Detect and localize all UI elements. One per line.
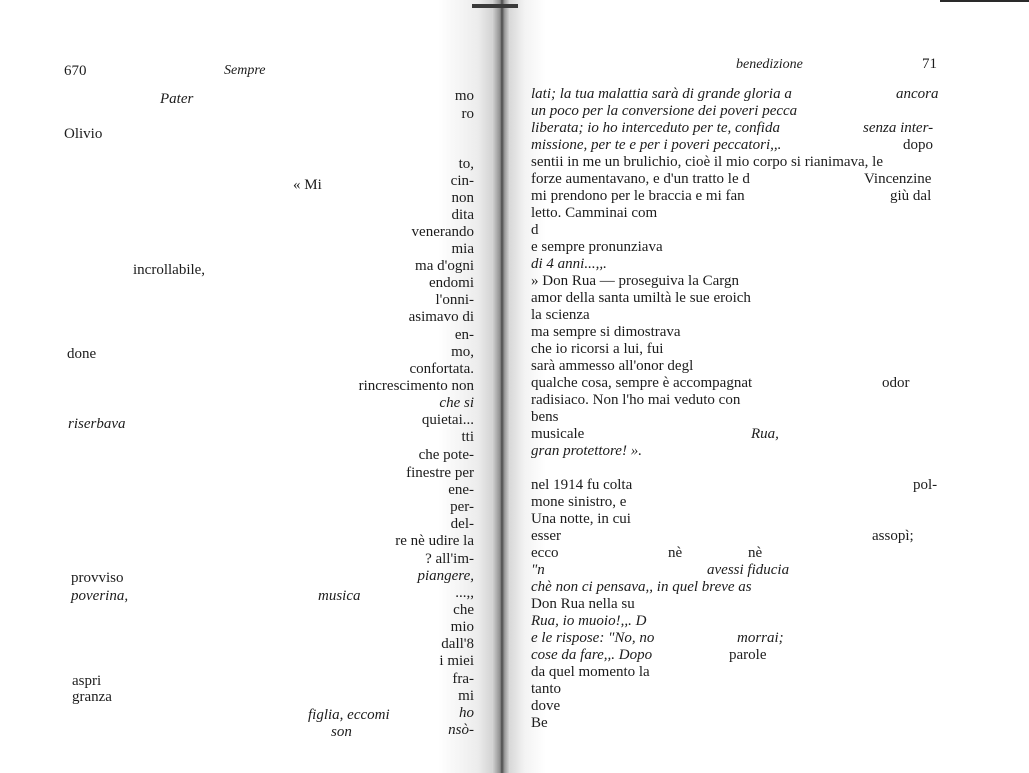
text-line: Rua, io muoio!,,. D (531, 613, 647, 629)
text-line: mone sinistro, e (531, 494, 627, 510)
left-fragment: son (331, 724, 352, 740)
left-fragment: provviso (71, 570, 124, 586)
column-fragment: mi (458, 688, 474, 704)
column-fragment: mio (450, 619, 474, 635)
text-line: sentii in me un brulichio, cioè il mio corpo si rianimava, le (531, 154, 884, 170)
column-fragment: ro (461, 106, 474, 122)
book-gutter-shadow (492, 0, 510, 773)
column-fragment: venerando (411, 224, 474, 240)
left-fragment: Pater (160, 91, 194, 107)
text-line: Una notte, in cui (531, 511, 631, 527)
text-line: "n (531, 562, 545, 578)
left-page (0, 0, 498, 773)
column-fragment: che pote- (418, 447, 474, 463)
text-line: bens (531, 409, 559, 425)
left-fragment: poverina, (71, 588, 129, 604)
left-running-head: Sempre (224, 63, 266, 78)
right-page (498, 0, 1029, 773)
right-page-number: 71 (922, 56, 937, 72)
margin-fragment: morrai; (737, 630, 784, 646)
text-line: letto. Camminai com (531, 205, 658, 221)
left-fragment: incrollabile, (133, 262, 206, 278)
left-fragment: Olivio (64, 126, 103, 142)
column-fragment: ? all'im- (425, 551, 474, 567)
margin-fragment: senza inter- (863, 120, 934, 136)
left-page-number: 670 (64, 63, 87, 79)
column-fragment: ...,, (455, 585, 474, 601)
text-line: di 4 anni...,,. (531, 256, 607, 272)
text-line: forze aumentavano, e d'un tratto le d (531, 171, 750, 187)
margin-fragment: Rua, (751, 426, 779, 442)
column-fragment: del- (450, 516, 474, 532)
column-fragment: mo, (451, 344, 474, 360)
margin-fragment: parole (729, 647, 767, 663)
column-fragment: l'onni- (435, 292, 474, 308)
column-fragment: mia (451, 241, 474, 257)
text-line: cose da fare,,. Dopo (531, 647, 653, 663)
column-fragment: finestre per (406, 465, 474, 481)
text-line: da quel momento la (531, 664, 650, 680)
column-fragment: dita (451, 207, 474, 223)
column-fragment: cin- (450, 173, 474, 189)
text-line: tanto (531, 681, 561, 697)
text-line: d (531, 222, 539, 238)
text-line: mi prendono per le braccia e mi fan (531, 188, 745, 204)
text-line: sarà ammesso all'onor degl (531, 358, 694, 374)
column-fragment: quietai... (421, 412, 474, 428)
left-fragment: figlia, eccomi (308, 707, 390, 723)
margin-fragment: avessi fiducia (707, 562, 790, 578)
text-line: esser (531, 528, 561, 544)
text-line: missione, per te e per i poveri peccatori,,. (531, 137, 782, 153)
column-fragment: to, (458, 156, 474, 172)
text-line: musicale (531, 426, 585, 442)
column-fragment: ma d'ogni (415, 258, 474, 274)
book-spine-top (472, 4, 518, 8)
text-line: qualche cosa, sempre è accompagnat (531, 375, 753, 391)
text-line: dove (531, 698, 561, 714)
margin-fragment: dopo (903, 137, 933, 153)
column-fragment: confortata. (409, 361, 474, 377)
column-fragment: tti (461, 429, 474, 445)
margin-fragment: pol- (913, 477, 938, 493)
text-line: » Don Rua — proseguiva la Cargn (531, 273, 740, 289)
column-fragment: asimavo di (408, 309, 474, 325)
text-line: che io ricorsi a lui, fui (531, 341, 664, 357)
column-fragment: piangere, (417, 568, 474, 584)
column-fragment: non (451, 190, 474, 206)
margin-fragment: ancora (896, 86, 939, 102)
left-fragment: granza (72, 689, 112, 705)
column-fragment: che si (439, 395, 474, 411)
text-line: gran protettore! ». (531, 443, 642, 459)
text-line: radisiaco. Non l'ho mai veduto con (531, 392, 741, 408)
right-running-head: benedizione (736, 57, 803, 72)
column-fragment: mo (454, 88, 474, 104)
margin-fragment: nè (748, 545, 763, 561)
text-line: Be (531, 715, 548, 731)
column-fragment: endomi (429, 275, 474, 291)
text-line: e le rispose: "No, no (531, 630, 655, 646)
margin-fragment: odor (882, 375, 910, 391)
text-line: nel 1914 fu colta (531, 477, 633, 493)
text-line: ma sempre si dimostrava (531, 324, 681, 340)
text-line: liberata; io ho interceduto per te, confida (531, 120, 780, 136)
column-fragment: re nè udire la (395, 533, 474, 549)
left-fragment: musica (318, 588, 361, 604)
margin-fragment: Vincenzine (864, 171, 932, 187)
text-line: e sempre pronunziava (531, 239, 663, 255)
left-fragment: riserbava (68, 416, 126, 432)
margin-fragment: assopì; (872, 528, 914, 544)
column-fragment: rincrescimento non (358, 378, 474, 394)
text-line: ecco (531, 545, 559, 561)
text-line: la scienza (531, 307, 590, 323)
text-line: lati; la tua malattia sarà di grande gloria a (531, 86, 792, 102)
column-fragment: i miei (439, 653, 474, 669)
corner-rule (940, 0, 1029, 2)
column-fragment: en- (454, 327, 474, 343)
margin-fragment: giù dal (890, 188, 932, 204)
column-fragment: ene- (448, 482, 474, 498)
text-line: chè non ci pensava,, in quel breve as (531, 579, 752, 595)
text-line: Don Rua nella su (531, 596, 635, 612)
text-line: amor della santa umiltà le sue eroich (531, 290, 751, 306)
left-fragment: aspri (72, 673, 102, 689)
column-fragment: fra- (452, 671, 474, 687)
column-fragment: nsò- (448, 722, 474, 738)
column-fragment: ho (459, 705, 474, 721)
text-line: un poco per la conversione dei poveri pecca (531, 103, 798, 119)
left-fragment: done (67, 346, 97, 362)
left-fragment: « Mi (293, 177, 322, 193)
column-fragment: che (453, 602, 474, 618)
margin-fragment: nè (668, 545, 683, 561)
column-fragment: dall'8 (441, 636, 474, 652)
column-fragment: per- (450, 499, 474, 515)
